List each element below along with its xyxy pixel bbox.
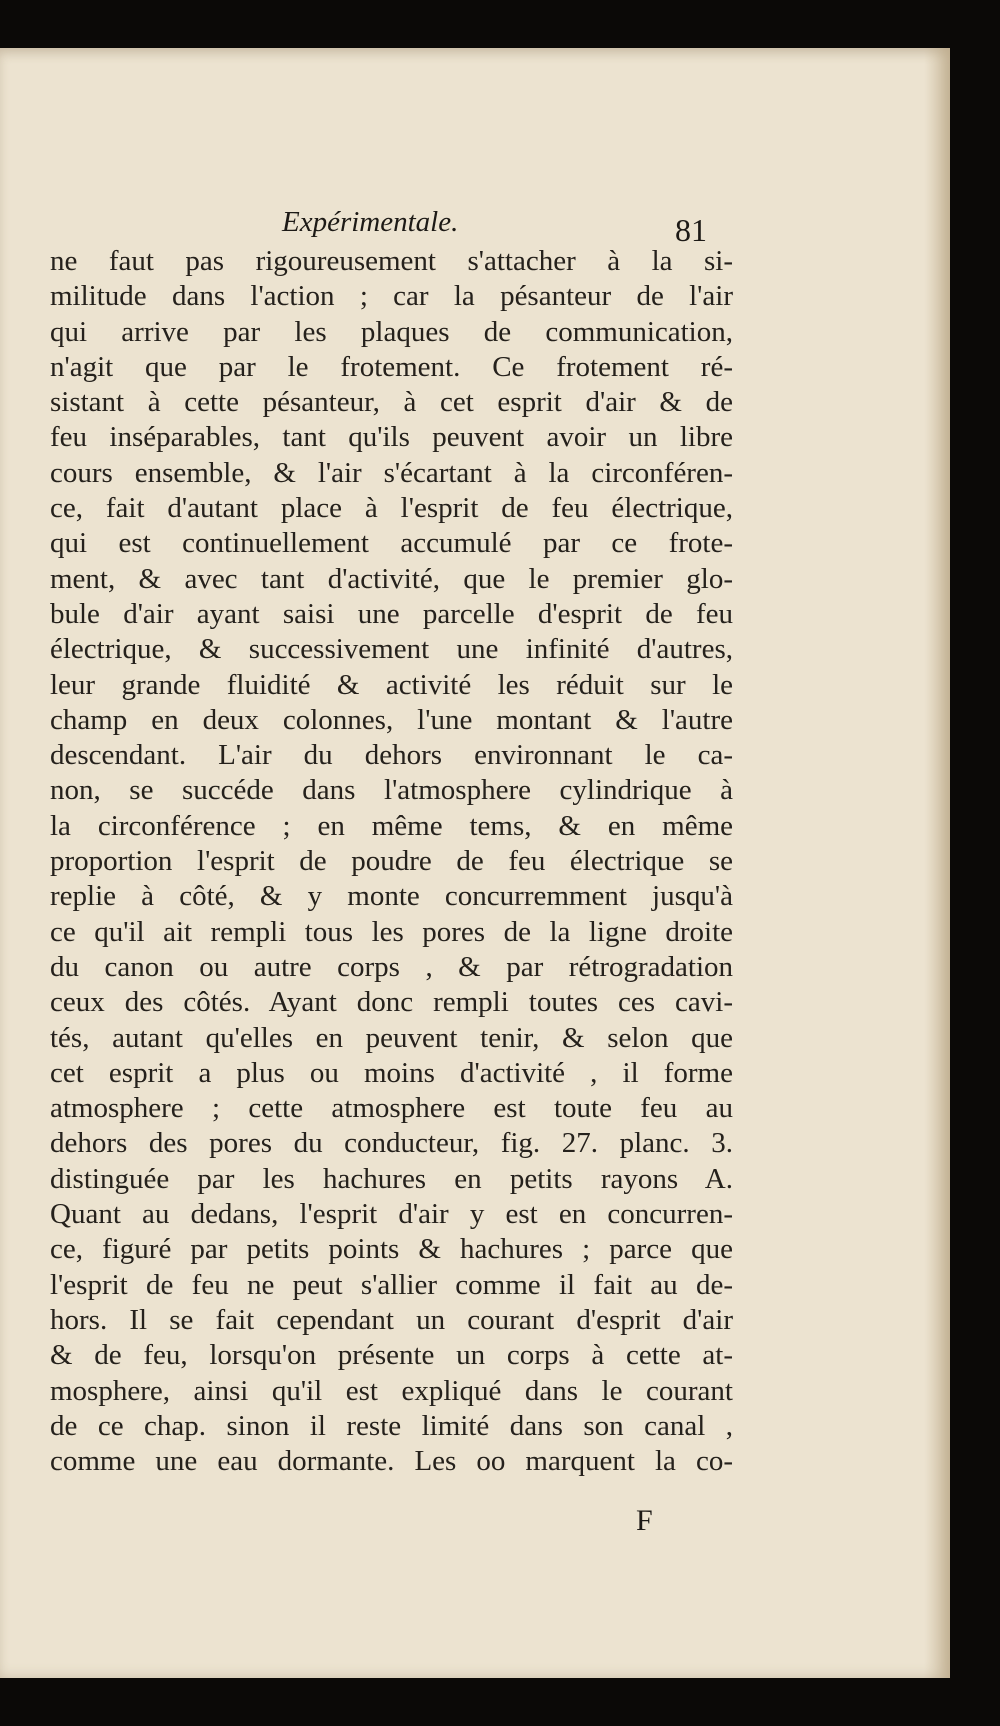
text-line: hors. Il se fait cependant un courant d'esprit d'air <box>50 1303 733 1336</box>
text-line: n'agit que par le frotement. Ce frotement ré- <box>50 350 733 383</box>
text-line: cours ensemble, & l'air s'écartant à la circonféren- <box>50 456 733 489</box>
text-line: ce, fait d'autant place à l'esprit de feu électrique, <box>50 492 733 525</box>
text-line: militude dans l'action ; car la pésanteur de l'air <box>50 280 733 313</box>
text-line: électrique, & successivement une infinité d'autres, <box>50 633 733 666</box>
text-line: Quant au dedans, l'esprit d'air y est en concurren- <box>50 1198 733 1231</box>
text-line: du canon ou autre corps , & par rétrogradation <box>50 950 733 983</box>
body-text <box>50 244 733 1479</box>
text-line: tés, autant qu'elles en peuvent tenir, & selon que <box>50 1021 733 1054</box>
running-title: Expérimentale. <box>282 206 459 238</box>
text-line: distinguée par les hachures en petits rayons A. <box>50 1162 733 1195</box>
text-line: ce, figuré par petits points & hachures ; parce que <box>50 1233 733 1266</box>
text-line: de ce chap. sinon il reste limité dans son canal , <box>50 1409 733 1442</box>
text-line: & de feu, lorsqu'on présente un corps à cette at- <box>50 1339 733 1372</box>
text-line: non, se succéde dans l'atmosphere cylindrique à <box>50 774 733 807</box>
text-line: proportion l'esprit de poudre de feu électrique se <box>50 845 733 878</box>
text-line: champ en deux colonnes, l'une montant & l'autre <box>50 703 733 736</box>
text-line: descendant. L'air du dehors environnant le ca- <box>50 739 733 772</box>
text-line: qui est continuellement accumulé par ce frote- <box>50 527 733 560</box>
text-line: ceux des côtés. Ayant donc rempli toutes ces cavi- <box>50 986 733 1019</box>
book-page <box>0 48 950 1678</box>
text-line: cet esprit a plus ou moins d'activité , il forme <box>50 1056 733 1089</box>
text-line: atmosphere ; cette atmosphere est toute feu au <box>50 1092 733 1125</box>
text-line: ment, & avec tant d'activité, que le premier glo- <box>50 562 733 595</box>
text-line: ne faut pas rigoureusement s'attacher à la si- <box>50 245 733 277</box>
text-line: mosphere, ainsi qu'il est expliqué dans le courant <box>50 1374 733 1407</box>
text-line: comme une eau dormante. Les oo marquent la co- <box>50 1445 733 1478</box>
signature-mark: F <box>636 1504 653 1537</box>
text-line: la circonférence ; en même tems, & en même <box>50 809 733 842</box>
text-line: feu inséparables, tant qu'ils peuvent avoir un libre <box>50 421 733 454</box>
text-line: ce qu'il ait rempli tous les pores de la ligne droite <box>50 915 733 948</box>
text-line: dehors des pores du conducteur, fig. 27. planc. 3. <box>50 1127 733 1160</box>
text-line: l'esprit de feu ne peut s'allier comme il fait au de- <box>50 1268 733 1301</box>
text-line: qui arrive par les plaques de communication, <box>50 315 733 348</box>
text-line: sistant à cette pésanteur, à cet esprit d'air & de <box>50 386 733 419</box>
page-number: 81 <box>675 212 707 248</box>
text-line: replie à côté, & y monte concurremment jusqu'à <box>50 880 733 913</box>
text-line: bule d'air ayant saisi une parcelle d'esprit de feu <box>50 597 733 630</box>
text-line: leur grande fluidité & activité les réduit sur le <box>50 668 733 701</box>
